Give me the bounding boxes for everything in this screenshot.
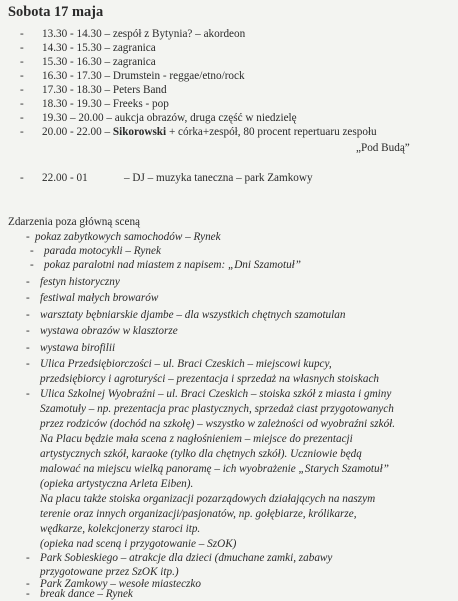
- page-title: Sobota 17 maja: [8, 4, 104, 20]
- event-text: break dance – Rynek: [40, 588, 133, 600]
- list-dash: -: [20, 70, 24, 82]
- time-text: 17.30 - 18.30: [42, 84, 102, 96]
- schedule-desc: – aukcja obrazów, druga część w niedzielę: [103, 112, 297, 124]
- time-text: 13.30 - 14.30: [42, 28, 102, 40]
- list-dash: -: [26, 342, 30, 354]
- list-dash: -: [26, 325, 30, 337]
- event-text: festyn historyczny: [40, 276, 120, 288]
- list-dash: -: [20, 28, 24, 40]
- event-text: (opieka artystyczna Arleta Eiben).: [40, 478, 194, 490]
- event-text: wędkarze, kolekcjonerzy staroci itp.: [40, 523, 201, 535]
- list-dash: -: [20, 56, 24, 68]
- schedule-desc: + córka+zespół, 80 procent repertuaru zespołu: [166, 126, 377, 138]
- schedule-desc: – zagranica: [101, 56, 156, 68]
- event-text: przygotowane przez SzOK itp.): [40, 566, 179, 578]
- time-text: 22.00 - 01: [42, 172, 88, 184]
- event-text: wystawa birofilii: [40, 342, 116, 354]
- band-name-quote: „Pod Budą”: [356, 142, 410, 154]
- time-text: 20.00 - 22.00: [42, 126, 102, 138]
- time-text: 14.30 - 15.30: [42, 42, 102, 54]
- event-text: malować na miejscu wielką panoramę – ich wyobrażenie „Starych Szamotuł”: [40, 463, 389, 475]
- schedule-time: [42, 172, 88, 185]
- event-text: Park Zamkowy – wesołe miasteczko: [40, 578, 201, 590]
- event-text: Ulica Szkolnej Wyobraźni – ul. Braci Czeskich – stoiska szkół z miasta i gminy: [40, 388, 392, 400]
- list-dash: -: [26, 578, 30, 590]
- list-dash: -: [26, 552, 30, 564]
- schedule-desc: – zagranica: [101, 42, 156, 54]
- list-dash: -: [26, 388, 30, 400]
- schedule-desc: – Freeks - pop: [101, 98, 169, 110]
- time-text: 18.30 - 19.30: [42, 98, 102, 110]
- performer-name: Sikorowski: [112, 126, 167, 138]
- schedule-desc: – Peters Band: [101, 84, 167, 96]
- list-dash: -: [26, 276, 30, 288]
- schedule-time: [42, 28, 245, 41]
- section-title: Zdarzenia poza główną sceną: [8, 216, 141, 228]
- schedule-desc: – zespół z Bytynia? – akordeon: [101, 28, 246, 40]
- list-dash: -: [20, 42, 24, 54]
- event-text: (opieka nad sceną i przygotowanie – SzOK): [40, 538, 237, 550]
- schedule-sep: –: [101, 126, 113, 138]
- event-text: Ulica Przedsiębiorczości – ul. Braci Czeskich – miejscowi kupcy,: [40, 358, 332, 370]
- schedule-time: [42, 112, 297, 125]
- schedule-time: [42, 56, 156, 69]
- event-text: wystawa obrazów w klasztorze: [40, 325, 178, 337]
- list-dash: -: [26, 309, 30, 321]
- event-text: Park Sobieskiego – atrakcje dla dzieci (dmuchane zamki, zabawy: [40, 552, 333, 564]
- event-text: pokaz paralotni nad miastem z napisem: „Dni Szamotuł”: [44, 259, 302, 271]
- list-dash: -: [30, 245, 34, 257]
- list-dash: -: [20, 172, 24, 184]
- schedule-time: [42, 70, 245, 83]
- event-text: Szamotuły – np. prezentacja prac plastycznych, sprzedaż ciast przygotowanych: [40, 403, 394, 415]
- event-text: festiwal małych browarów: [40, 292, 159, 304]
- list-dash: -: [26, 358, 30, 370]
- schedule-desc: – DJ – muzyka taneczna – park Zamkowy: [124, 172, 313, 184]
- event-text: terenie oraz innych organizacji/pasjonatów, np. gołębiarze, królikarze,: [40, 508, 357, 520]
- schedule-time: [42, 84, 167, 97]
- event-text: parada motocykli – Rynek: [44, 245, 161, 257]
- event-text: przedsiębiorcy i agroturyści – prezentacja i sprzedaż na własnych stoiskach: [40, 373, 380, 385]
- list-dash: -: [20, 112, 24, 124]
- schedule-time: [42, 126, 377, 139]
- list-dash: -: [26, 588, 30, 600]
- list-dash: -: [26, 231, 30, 243]
- time-text: 19.30 – 20.00: [42, 112, 104, 124]
- list-dash: -: [26, 292, 30, 304]
- event-text: artystycznych szkół, karaoke (tylko dla chętnych szkół). Uczniowie będą: [40, 448, 362, 460]
- event-text: pokaz zabytkowych samochodów – Rynek: [35, 231, 221, 243]
- event-text: warsztaty bębniarskie djambe – dla wszystkich chętnych szamotulan: [40, 309, 346, 321]
- schedule-time: [42, 98, 169, 111]
- list-dash: -: [30, 259, 34, 271]
- time-text: 15.30 - 16.30: [42, 56, 102, 68]
- schedule-desc: – Drumstein - reggae/etno/rock: [101, 70, 245, 82]
- time-text: 16.30 - 17.30: [42, 70, 102, 82]
- event-text: przez rodziców (dochód na szkołę) – wszystko w zależności od wyobraźni szkół.: [40, 418, 396, 430]
- list-dash: -: [20, 84, 24, 96]
- list-dash: -: [20, 98, 24, 110]
- event-text: Na Placu będzie mała scena z nagłośnieniem – miejsce do prezentacji: [40, 433, 353, 445]
- list-dash: -: [20, 126, 24, 138]
- event-text: Na placu także stoiska organizacji pozarządowych działających na naszym: [40, 493, 376, 505]
- schedule-time: [42, 42, 156, 55]
